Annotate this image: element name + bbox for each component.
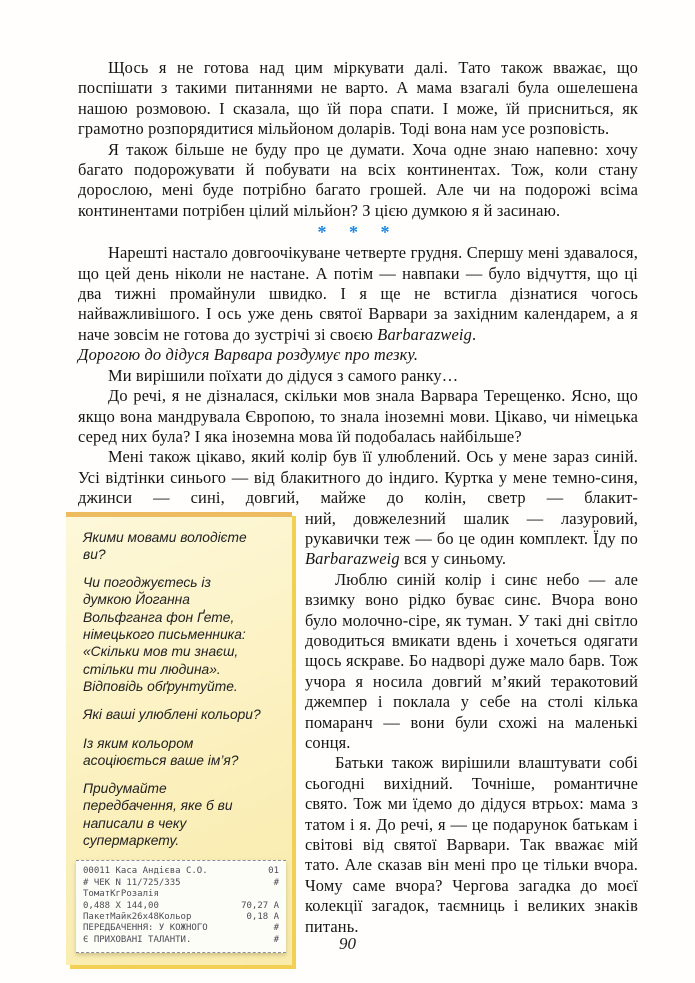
receipt-text: 00011 Каса Андієва С.О. <box>83 866 208 877</box>
page-number: 90 <box>339 934 356 953</box>
foreign-word: Barbarazweig <box>305 549 400 569</box>
receipt-text: 0,488 X 144,00 <box>83 900 159 911</box>
text-column <box>78 58 638 967</box>
receipt-text: 0,18 А <box>246 911 279 922</box>
paragraph: Батьки також вирішили влаштувати собі сьогодні вихідний. Точніше, романтичне свято. Тож ми їдемо до дідуся втрьох: мама з татом і я. До речі, я — це подарунок батькам і світові від святої Варвари. Так вважає мій тато. Але сказав він мені про це тільки вчора. Чому саме вчора? Чергова загадка до моєї колекції загадок, таємниць і великих знаків питань. <box>305 753 638 936</box>
questions-sidebar <box>66 512 292 966</box>
receipt-line <box>83 912 279 923</box>
receipt-text: 01 <box>268 866 279 877</box>
paragraph: Ми вирішили поїхати до дідуся з самого ранку… <box>108 365 459 385</box>
sidebar-question: Якими мовами володієте ви? <box>83 529 247 562</box>
paragraph: До речі, я не дізналася, скільки мов знала Варвара Терещенко. Ясно, що якщо вона мандрувала Європою, то знала іноземні мови. Цікаво, чи німецька серед них була? І яка іноземна мова їй подобалась найбільше? <box>78 386 638 446</box>
paragraph: Я також більше не буду про це думати. Хоча одне знаю напевно: хочу багато подорожувати й побувати на всіх континентах. Тож, коли стану дорослою, мені буде потрібно багато грошей. Але чи на подорожі всіма континентами потрібен цілий мільйон? З цією думкою я й засинаю. <box>78 139 638 220</box>
receipt-line <box>83 889 279 900</box>
foreign-word: Barbarazweig <box>377 324 472 344</box>
receipt-line <box>83 866 279 877</box>
receipt-text: # <box>273 877 279 888</box>
receipt-line <box>83 878 279 889</box>
paragraph-text: Нарешті настало довгоочікуване четверте грудня. Спершу мені здавалося, що цей день ніколи не настане. А потім — навпаки — було відчуття, що ці два тижні промайнули швидко. І я ще не встигла дізнатися чогось найважливішого. І ось уже день святої Варвари за західним календарем, а я наче зовсім не готова до зустрічі зі своєю <box>78 243 638 344</box>
stage-direction: Дорогою до дідуся Варвара роздумує про тезку. <box>78 345 419 365</box>
receipt-text: ПакетМайк26х48Кольор <box>83 911 192 922</box>
receipt-line <box>83 901 279 912</box>
sidebar-question: Які ваші улюблені кольори? <box>83 707 261 723</box>
section-separator: * * * <box>317 222 399 243</box>
receipt-text: 70,27 А <box>241 900 279 911</box>
paragraph: Мені також цікаво, який колір був її улюблений. Ось у мене зараз синій. Усі відтінки синього — від блакитного до індиго. Куртка у мене темно-синя, джинси — сині, довгий, майже до колін, светр — блакит- <box>78 447 638 508</box>
paragraph-text: вся у синьому. <box>399 549 507 569</box>
sidebar-question: Придумайте передбачення, яке б ви написали в чеку супермаркету. <box>83 781 233 848</box>
paragraph <box>78 243 638 345</box>
receipt-text: # <box>273 923 279 934</box>
receipt-text: # <box>273 934 279 945</box>
paragraph: Щось я не готова над цим міркувати далі. Тато також вважає, що поспішати з такими питаннями не варто. А мама взагалі була ошелешена нашою розмовою. І сказала, що їй пора спати. І може, їй присниться, як грамотно розпорядитися мільйоном доларів. Тоді вона нам усе розповість. <box>78 58 638 139</box>
receipt-text: Є ПРИХОВАНІ ТАЛАНТИ. <box>83 934 192 945</box>
sidebar-question: Із яким кольором асоціюється ваше ім’я? <box>83 735 239 768</box>
paragraph-text: . <box>471 324 477 344</box>
paragraph: Люблю синій колір і синє небо — але взимку воно рідко буває синє. Вчора воно було молочно-сіре, як туман. У такі дні світло доводиться вмикати вдень і хочеться одягати щось яскраве. Бо надворі дуже мало барв. Тож учора я носила довгий м’який теракотовий джемпер і поклала у себе на столі кілька помаранч — вони були схожі на маленькі сонця. <box>305 569 638 752</box>
sidebar-question: Чи погоджуєтесь із думкою Йоганна Вольфганга фон Ґете, німецького письменника: «Скільки мов ти знаєш, стільки ти людина». Відповідь обґрунтуйте. <box>83 575 246 694</box>
receipt-text: ТоматКгРозалія <box>83 889 159 900</box>
receipt-text: ПЕРЕДБАЧЕННЯ: У КОЖНОГО <box>83 923 208 934</box>
paragraph-text: ний, довжелезний шалик — лазуровий, рукавички теж — бо це один комплект. Їду по <box>305 508 638 548</box>
receipt-line <box>83 923 279 934</box>
receipt-text: # ЧЕК N 11/725/335 <box>83 877 181 888</box>
